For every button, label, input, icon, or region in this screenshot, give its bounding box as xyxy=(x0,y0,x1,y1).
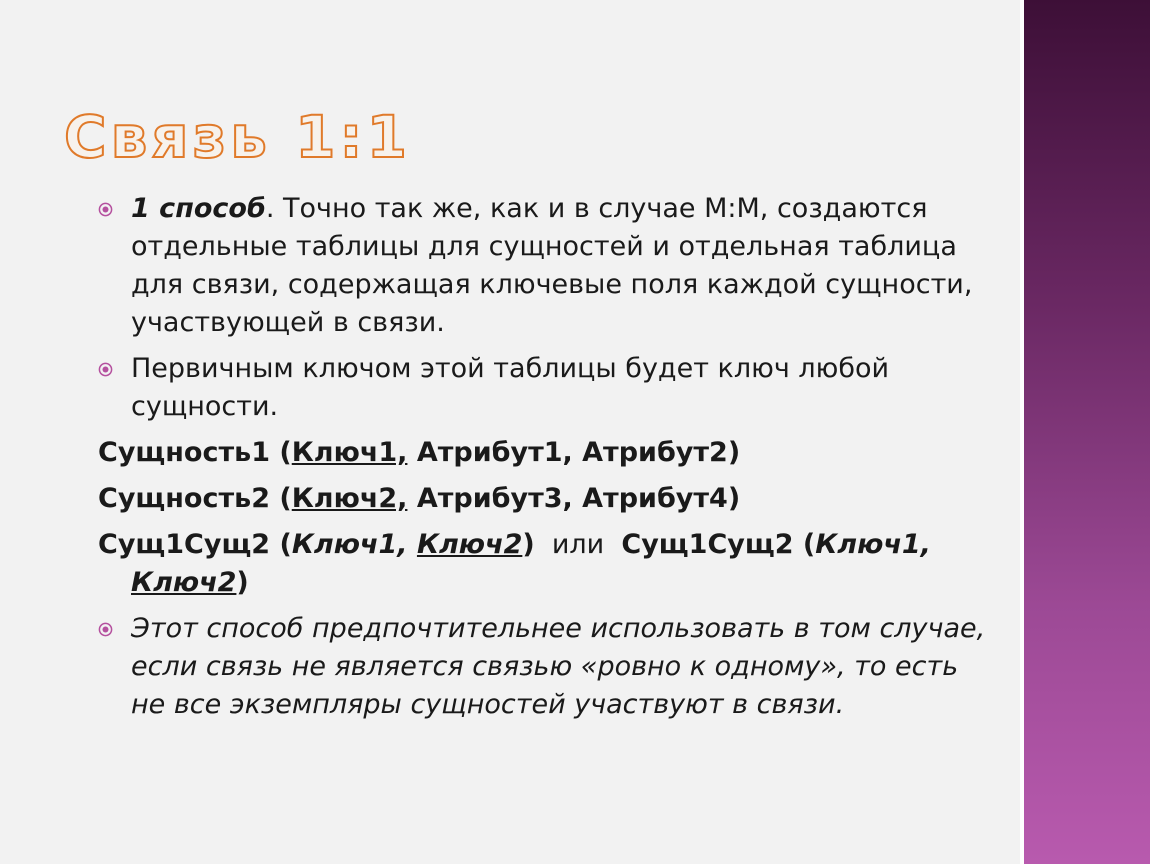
entity1-key: Ключ1, xyxy=(291,437,408,468)
entity1-name: Сущность1 ( xyxy=(98,437,292,468)
circle-dot-icon xyxy=(98,202,113,217)
link-close-1: ) xyxy=(522,529,535,560)
bullet-item-method xyxy=(98,190,998,342)
link-schema xyxy=(98,526,998,602)
entity2-key: Ключ2, xyxy=(291,483,408,514)
preference-text: Этот способ предпочтительнее использовать в том случае, если связь не является связью «ровно к одному», то есть не все экземпляры сущностей участвуют в связи. xyxy=(131,613,986,720)
link-comma-1: , xyxy=(397,529,417,560)
entity1-schema xyxy=(98,434,998,472)
primary-key-text: Первичным ключом этой таблицы будет ключ любой сущности. xyxy=(131,353,890,422)
method-lead: 1 способ xyxy=(131,193,266,224)
entity2-rest: Атрибут3, Атрибут4) xyxy=(407,483,741,514)
link-or: или xyxy=(534,529,622,560)
entity1-rest: Атрибут1, Атрибут2) xyxy=(407,437,741,468)
link-key-1: Ключ1 xyxy=(291,529,398,560)
link-comma-2: , xyxy=(920,529,931,560)
side-decor-band xyxy=(1024,0,1150,864)
entity2-schema xyxy=(98,480,998,518)
bullet-item-preference xyxy=(98,610,998,724)
link-key-4: Ключ2 xyxy=(131,567,237,598)
entity2-name: Сущность2 ( xyxy=(98,483,292,514)
link-name-1: Сущ1Сущ2 ( xyxy=(98,529,292,560)
link-close-2: ) xyxy=(236,567,249,598)
slide-title: Связь 1:1 xyxy=(64,103,411,171)
circle-dot-icon xyxy=(98,622,113,637)
method-text: . Точно так же, как и в случае М:М, создаются отдельные таблицы для сущностей и отдельная таблица для связи, содержащая ключевые поля каждой сущности, участвующей в связи. xyxy=(131,193,973,338)
slide-content xyxy=(98,190,998,732)
link-name-2: Сущ1Сущ2 ( xyxy=(621,529,816,560)
link-key-3: Ключ1 xyxy=(815,529,921,560)
bullet-item-primary-key xyxy=(98,350,998,426)
circle-dot-icon xyxy=(98,362,113,377)
link-key-2: Ключ2 xyxy=(416,529,523,560)
